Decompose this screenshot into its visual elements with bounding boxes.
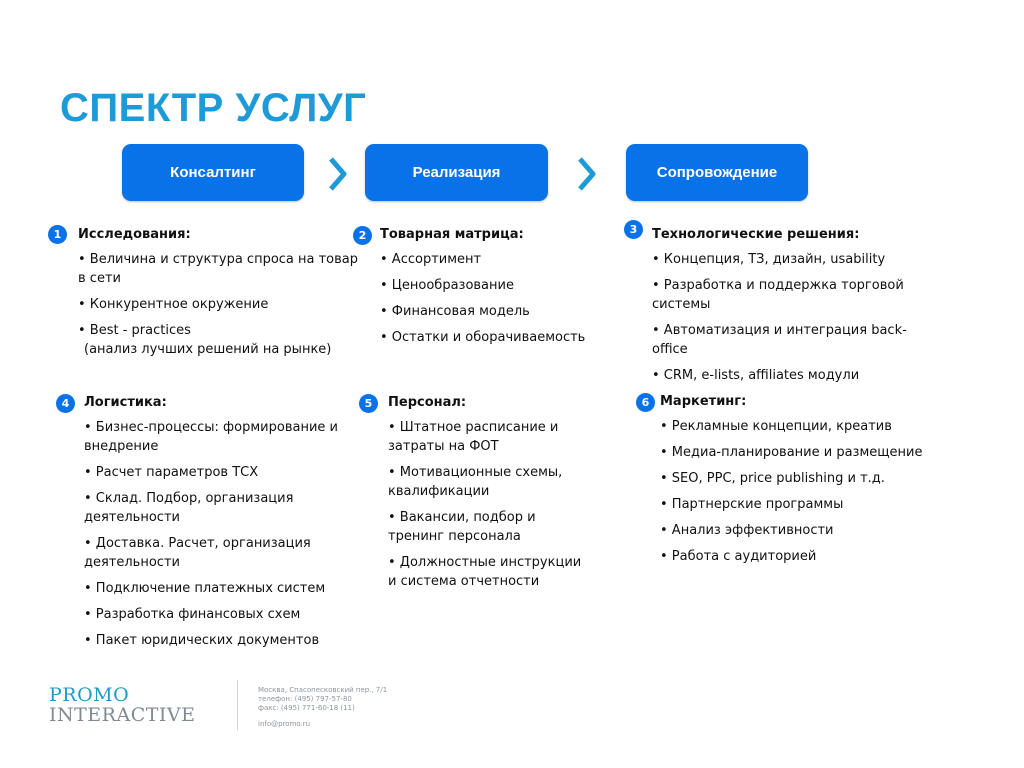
chevron-right-icon: [328, 157, 348, 191]
stage-label: Реализация: [412, 164, 501, 181]
list-item: • SEO, PPC, price publishing и т.д.: [660, 471, 885, 486]
stage-consulting: [122, 144, 304, 201]
fax-text: факс: (495) 771-60-18 (11): [258, 704, 355, 712]
section-tech-solutions: [652, 225, 942, 392]
stage-implementation: [365, 144, 548, 201]
section-heading: Товарная матрица:: [380, 227, 524, 242]
list-item: • Ценообразование: [380, 278, 514, 293]
list-item: • Мотивационные схемы, квалификации: [388, 465, 563, 499]
list-item: • Склад. Подбор, организация деятельности: [84, 491, 294, 525]
section-heading: Исследования:: [78, 227, 191, 242]
stage-support: [626, 144, 808, 201]
footer-divider: [237, 680, 238, 730]
section-number-badge: 4: [56, 394, 75, 413]
section-personnel: [388, 393, 588, 598]
list-item: • Конкурентное окружение: [78, 297, 269, 312]
company-logo: [49, 685, 196, 725]
section-heading: Логистика:: [84, 395, 167, 410]
section-number-badge: 3: [624, 220, 643, 239]
list-item: • Остатки и оборачиваемость: [380, 330, 586, 345]
list-item: • Рекламные концепции, креатив: [660, 419, 892, 434]
list-item: • CRM, e-lists, affiliates модули: [652, 368, 860, 383]
list-item: • Медиа-планирование и размещение: [660, 445, 923, 460]
list-item: • Автоматизация и интеграция back-office: [652, 323, 907, 357]
section-heading: Маркетинг:: [660, 394, 747, 409]
list-item: • Вакансии, подбор и тренинг персонала: [388, 510, 536, 544]
list-item: • Должностные инструкции и система отчетности: [388, 555, 582, 589]
section-research: [78, 225, 363, 366]
list-item: • Подключение платежных систем: [84, 581, 326, 596]
stage-label: Консалтинг: [170, 164, 256, 181]
email-link[interactable]: info@promo.ru: [258, 720, 311, 728]
section-number-badge: 2: [353, 226, 372, 245]
list-item: • Разработка финансовых схем: [84, 607, 301, 622]
phone-text: телефон: (495) 797-57-80: [258, 695, 352, 703]
list-item: • Доставка. Расчет, организация деятельности: [84, 536, 311, 570]
chevron-right-icon: [577, 157, 597, 191]
list-item: • Разработка и поддержка торговой системы: [652, 278, 904, 312]
list-item: • Пакет юридических документов: [84, 633, 320, 648]
list-item: • Концепция, ТЗ, дизайн, usability: [652, 252, 886, 267]
list-item: • Ассортимент: [380, 252, 482, 267]
section-number-badge: 5: [359, 394, 378, 413]
section-marketing: [660, 392, 950, 573]
logo-line-interactive: INTERACTIVE: [49, 704, 196, 726]
section-heading: Персонал:: [388, 395, 467, 410]
section-logistics: [84, 393, 346, 657]
list-item: • Работа с аудиторией: [660, 549, 817, 564]
section-number-badge: 6: [636, 393, 655, 412]
section-number-badge: 1: [48, 225, 67, 244]
list-item: • Бизнес-процессы: формирование и внедрение: [84, 420, 338, 454]
address-text: Москва, Спасопесковский пер., 7/1: [258, 686, 388, 694]
list-item-note: (анализ лучших решений на рынке): [84, 342, 332, 357]
section-product-matrix: [380, 225, 600, 354]
list-item: • Финансовая модель: [380, 304, 530, 319]
section-heading: Технологические решения:: [652, 227, 860, 242]
page-title: СПЕКТР УСЛУГ: [60, 86, 367, 130]
list-item-text: • Best - practices: [78, 323, 191, 338]
list-item: • Анализ эффективности: [660, 523, 834, 538]
list-item: • Партнерские программы: [660, 497, 844, 512]
list-item: • Штатное расписание и затраты на ФОТ: [388, 420, 559, 454]
list-item: • Расчет параметров ТСХ: [84, 465, 259, 480]
stage-label: Сопровождение: [656, 164, 778, 181]
list-item: [78, 321, 363, 359]
logo-line-promo: PROMO: [49, 684, 130, 706]
list-item: • Величина и структура спроса на товар в сети: [78, 252, 359, 286]
contact-info: [258, 686, 387, 729]
